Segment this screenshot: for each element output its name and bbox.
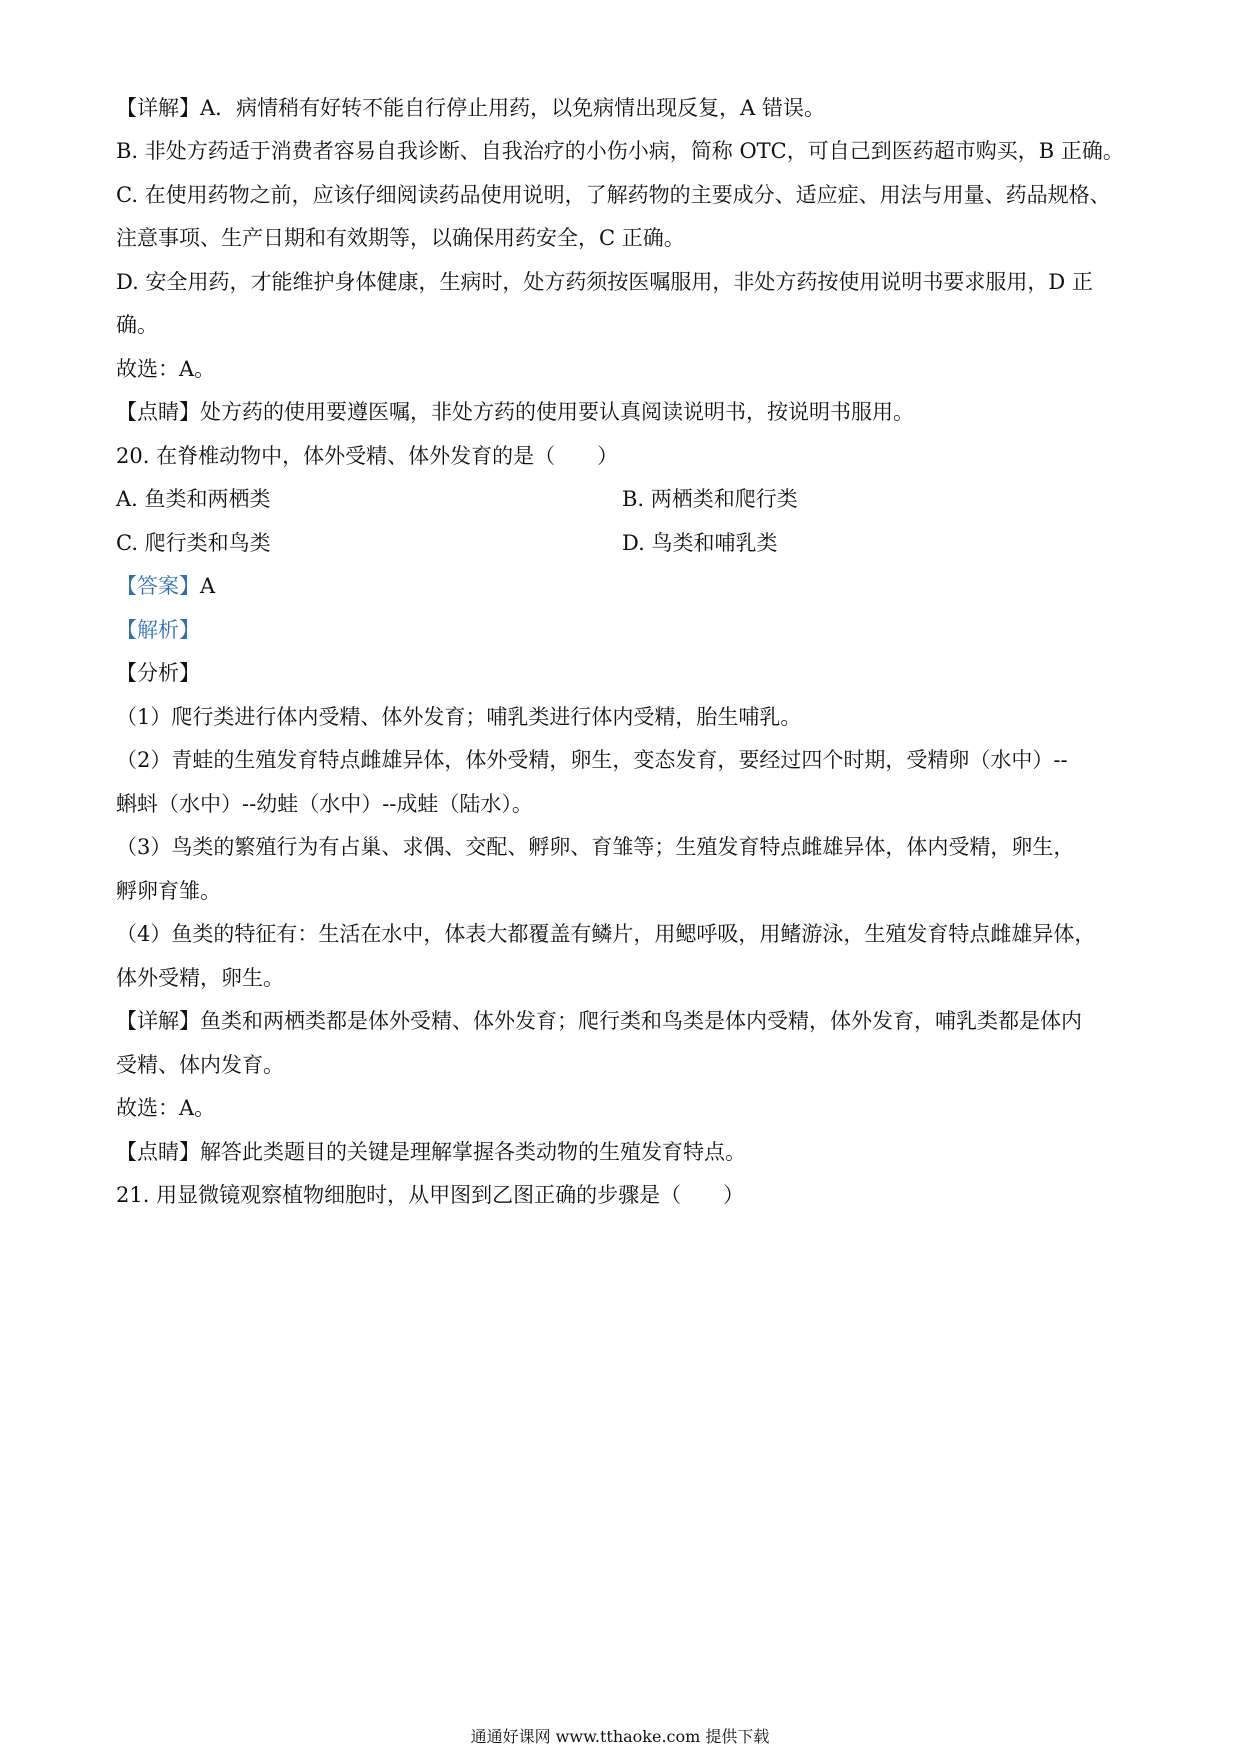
analysis-point-2-line2: 蝌蚪（水中）--幼蛙（水中）--成蛙（陆水）。 <box>116 792 533 816</box>
question-20-choice: 故选：A。 <box>116 1096 216 1120</box>
question-20-stem: 20. 在脊椎动物中，体外受精、体外发育的是（ ） <box>116 444 619 468</box>
question-20-tip: 【点睛】解答此类题目的关键是理解掌握各类动物的生殖发育特点。 <box>116 1140 746 1164</box>
analysis-point-1: （1）爬行类进行体内受精、体外发育；哺乳类进行体内受精，胎生哺乳。 <box>116 705 802 729</box>
detail-paragraph-d-line1: D. 安全用药，才能维护身体健康，生病时，处方药须按医嘱服用，非处方药按使用说明书要求服用，D 正 <box>116 270 1093 294</box>
detail-paragraph-c-line2: 注意事项、生产日期和有效期等，以确保用药安全，C 正确。 <box>116 226 685 250</box>
detail-paragraph-b: B. 非处方药适于消费者容易自我诊断、自我治疗的小伤小病，简称 OTC，可自己到医药超市购买，B 正确。 <box>116 139 1124 163</box>
answer-value: A <box>200 574 216 598</box>
analysis-label: 【解析】 <box>116 618 200 642</box>
analysis-point-2-line1: （2）青蛙的生殖发育特点雌雄异体，体外受精，卵生，变态发育，要经过四个时期，受精卵（水中）-- <box>116 748 1068 772</box>
page-footer: 通通好课网 www.tthaoke.com 提供下载 <box>470 1727 770 1746</box>
choice-line: 故选：A。 <box>116 357 216 381</box>
tip-line: 【点睛】处方药的使用要遵医嘱，非处方药的使用要认真阅读说明书，按说明书服用。 <box>116 400 914 424</box>
detail-paragraph-d-line2: 确。 <box>116 313 158 337</box>
detail-paragraph-a: 【详解】A．病情稍有好转不能自行停止用药，以免病情出现反复，A 错误。 <box>116 96 826 120</box>
question-20-option-b: B. 两栖类和爬行类 <box>622 487 798 511</box>
analysis-point-4-line2: 体外受精，卵生。 <box>116 966 284 990</box>
analysis-heading: 【分析】 <box>116 661 200 685</box>
answer-line <box>116 571 1136 601</box>
question-20-option-d: D. 鸟类和哺乳类 <box>622 531 778 555</box>
answer-label: 【答案】 <box>116 574 200 598</box>
analysis-point-3-line2: 孵卵育雏。 <box>116 879 221 903</box>
question-20-detail-line1: 【详解】鱼类和两栖类都是体外受精、体外发育；爬行类和鸟类是体内受精，体外发育，哺乳类都是体内 <box>116 1009 1082 1033</box>
question-21-stem: 21. 用显微镜观察植物细胞时，从甲图到乙图正确的步骤是（ ） <box>116 1183 745 1207</box>
question-20-option-a: A. 鱼类和两栖类 <box>116 487 271 511</box>
question-20-detail-line2: 受精、体内发育。 <box>116 1053 284 1077</box>
analysis-point-4-line1: （4）鱼类的特征有：生活在水中，体表大都覆盖有鳞片，用鳃呼吸，用鳍游泳，生殖发育特点雌雄异体， <box>116 922 1096 946</box>
detail-paragraph-c-line1: C. 在使用药物之前，应该仔细阅读药品使用说明，了解药物的主要成分、适应症、用法与用量、药品规格、 <box>116 183 1111 207</box>
analysis-point-3-line1: （3）鸟类的繁殖行为有占巢、求偶、交配、孵卵、育雏等；生殖发育特点雌雄异体，体内受精，卵生， <box>116 835 1075 859</box>
question-20-option-c: C. 爬行类和鸟类 <box>116 531 271 555</box>
